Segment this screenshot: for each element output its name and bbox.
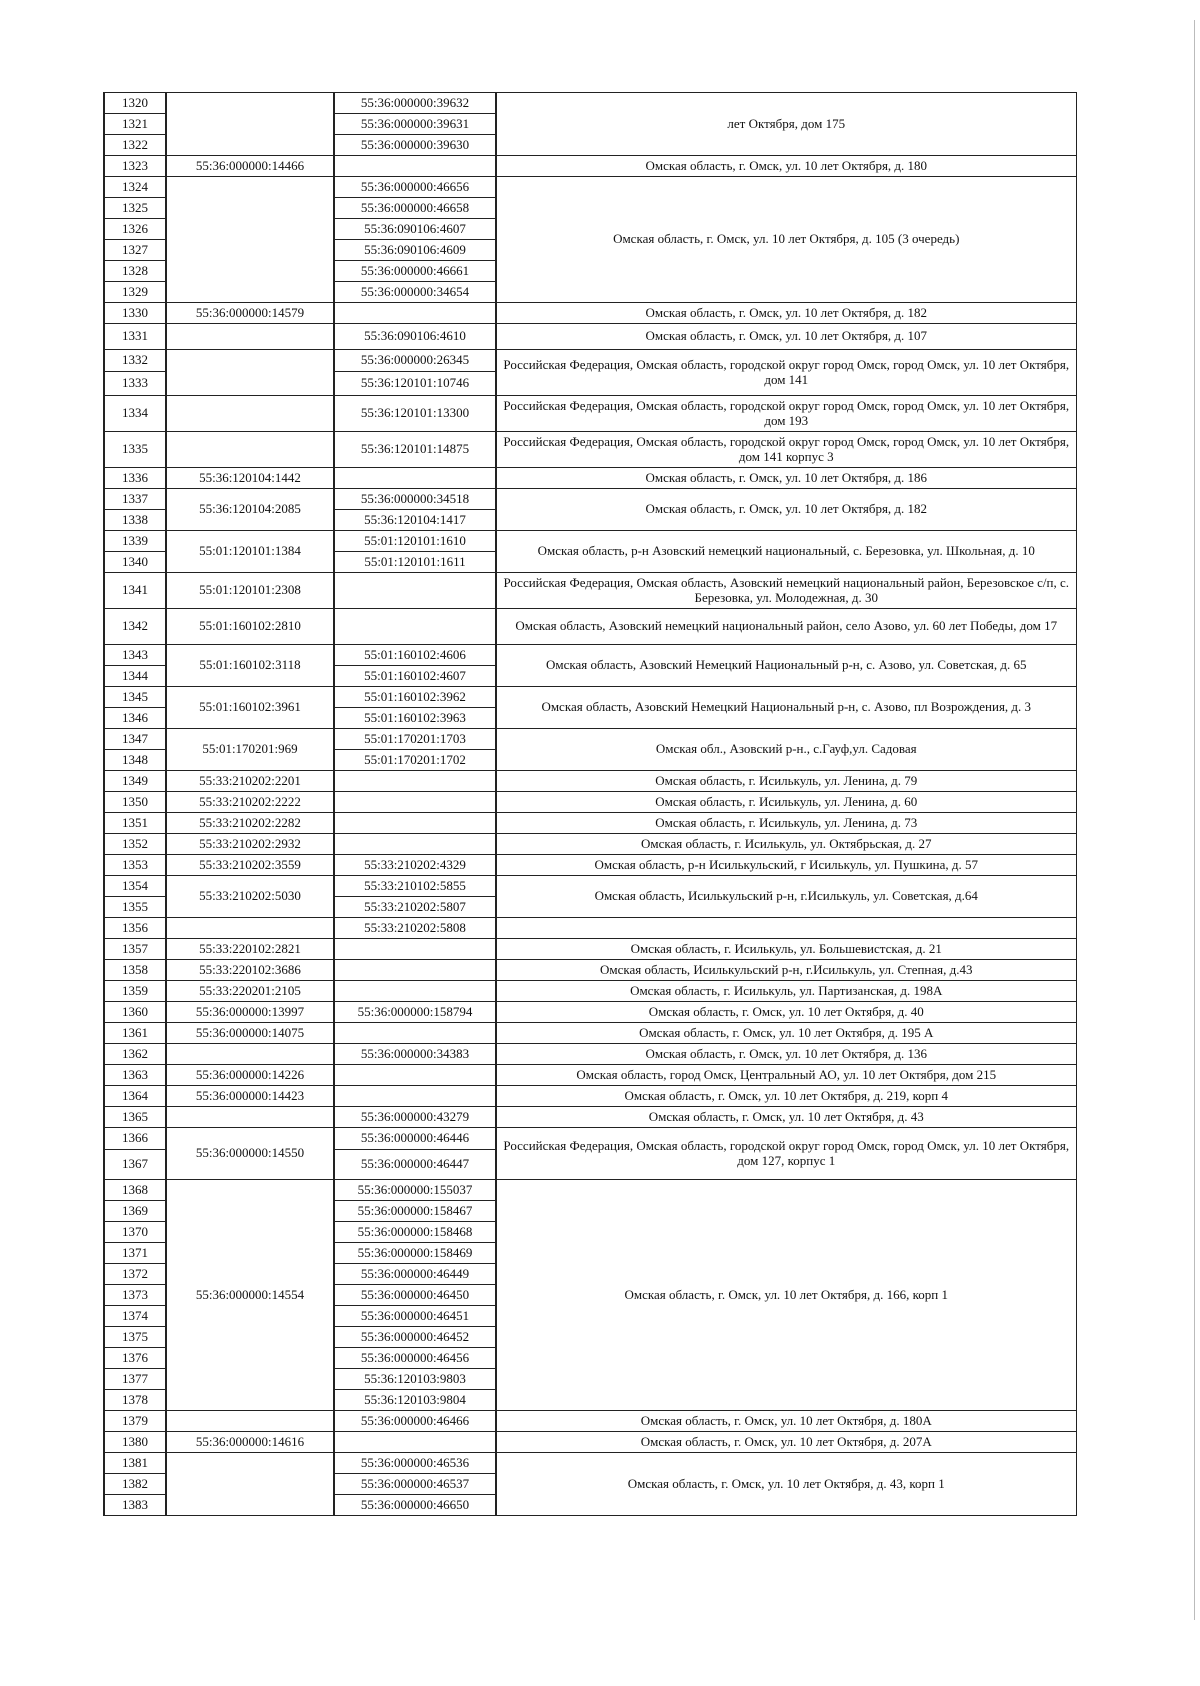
cadastral-number-cell xyxy=(166,324,334,350)
row-number-cell: 1378 xyxy=(104,1390,166,1411)
row-number-cell: 1364 xyxy=(104,1086,166,1107)
row-number-cell: 1325 xyxy=(104,198,166,219)
address-cell: Омская область, Исилькульский р-н, г.Исилькуль, ул. Степная, д.43 xyxy=(496,960,1076,981)
linked-cadastral-number-cell: 55:36:000000:46446 xyxy=(334,1128,496,1150)
table-body xyxy=(104,93,1076,1516)
row-number-cell: 1362 xyxy=(104,1044,166,1065)
row-number-cell: 1333 xyxy=(104,372,166,396)
cadastral-number-cell: 55:33:210202:3559 xyxy=(166,855,334,876)
address-cell: Омская область, г. Омск, ул. 10 лет Октября, д. 105 (3 очередь) xyxy=(496,177,1076,303)
table-row xyxy=(104,771,1076,792)
linked-cadastral-number-cell: 55:01:120101:1611 xyxy=(334,552,496,573)
linked-cadastral-number-cell: 55:36:120101:13300 xyxy=(334,396,496,432)
linked-cadastral-number-cell: 55:01:160102:3963 xyxy=(334,708,496,729)
address-cell: Омская обл., Азовский р-н., с.Гауф,ул. Садовая xyxy=(496,729,1076,771)
table-row xyxy=(104,531,1076,552)
cadastral-number-cell: 55:36:120104:1442 xyxy=(166,468,334,489)
linked-cadastral-number-cell: 55:36:000000:158468 xyxy=(334,1222,496,1243)
row-number-cell: 1372 xyxy=(104,1264,166,1285)
table-row xyxy=(104,981,1076,1002)
cadastral-number-cell: 55:01:120101:2308 xyxy=(166,573,334,609)
table-row xyxy=(104,303,1076,324)
row-number-cell: 1323 xyxy=(104,156,166,177)
row-number-cell: 1343 xyxy=(104,645,166,666)
cadastral-number-cell: 55:36:000000:14550 xyxy=(166,1128,334,1180)
row-number-cell: 1352 xyxy=(104,834,166,855)
row-number-cell: 1328 xyxy=(104,261,166,282)
linked-cadastral-number-cell xyxy=(334,1065,496,1086)
table-row xyxy=(104,1023,1076,1044)
row-number-cell: 1326 xyxy=(104,219,166,240)
address-cell: Омская область, город Омск, Центральный АО, ул. 10 лет Октября, дом 215 xyxy=(496,1065,1076,1086)
row-number-cell: 1335 xyxy=(104,432,166,468)
cadastral-number-cell: 55:36:000000:14466 xyxy=(166,156,334,177)
linked-cadastral-number-cell xyxy=(334,771,496,792)
row-number-cell: 1357 xyxy=(104,939,166,960)
linked-cadastral-number-cell xyxy=(334,468,496,489)
address-cell: Омская область, г. Исилькуль, ул. Партизанская, д. 198А xyxy=(496,981,1076,1002)
row-number-cell: 1369 xyxy=(104,1201,166,1222)
table-row xyxy=(104,1002,1076,1023)
cadastral-number-cell xyxy=(166,1453,334,1516)
address-cell: Омская область, г. Омск, ул. 10 лет Октября, д. 166, корп 1 xyxy=(496,1180,1076,1411)
row-number-cell: 1355 xyxy=(104,897,166,918)
table-row xyxy=(104,468,1076,489)
table-row xyxy=(104,1044,1076,1065)
linked-cadastral-number-cell: 55:01:170201:1702 xyxy=(334,750,496,771)
linked-cadastral-number-cell: 55:36:000000:46537 xyxy=(334,1474,496,1495)
address-cell: Омская область, г. Исилькуль, ул. Октябрьская, д. 27 xyxy=(496,834,1076,855)
table-row xyxy=(104,687,1076,708)
row-number-cell: 1373 xyxy=(104,1285,166,1306)
cadastral-number-cell: 55:33:220102:2821 xyxy=(166,939,334,960)
table-row xyxy=(104,1180,1076,1201)
cadastral-number-cell: 55:33:210202:5030 xyxy=(166,876,334,918)
row-number-cell: 1379 xyxy=(104,1411,166,1432)
table-row xyxy=(104,396,1076,432)
row-number-cell: 1338 xyxy=(104,510,166,531)
row-number-cell: 1350 xyxy=(104,792,166,813)
row-number-cell: 1336 xyxy=(104,468,166,489)
linked-cadastral-number-cell: 55:36:000000:26345 xyxy=(334,350,496,372)
linked-cadastral-number-cell: 55:36:000000:158469 xyxy=(334,1243,496,1264)
table-row xyxy=(104,489,1076,510)
cadastral-number-cell: 55:33:210202:2222 xyxy=(166,792,334,813)
table-row xyxy=(104,1432,1076,1453)
address-cell: Омская область, г. Исилькуль, ул. Ленина, д. 79 xyxy=(496,771,1076,792)
row-number-cell: 1337 xyxy=(104,489,166,510)
row-number-cell: 1365 xyxy=(104,1107,166,1128)
address-cell: Омская область, г. Омск, ул. 10 лет Октября, д. 43, корп 1 xyxy=(496,1453,1076,1516)
row-number-cell: 1375 xyxy=(104,1327,166,1348)
table-row xyxy=(104,876,1076,897)
table-row xyxy=(104,855,1076,876)
linked-cadastral-number-cell: 55:01:160102:3962 xyxy=(334,687,496,708)
linked-cadastral-number-cell xyxy=(334,1432,496,1453)
table-row xyxy=(104,1065,1076,1086)
address-cell: Омская область, г. Омск, ул. 10 лет Октября, д. 180 xyxy=(496,156,1076,177)
table-row xyxy=(104,1086,1076,1107)
row-number-cell: 1341 xyxy=(104,573,166,609)
table-row xyxy=(104,156,1076,177)
linked-cadastral-number-cell: 55:36:000000:46447 xyxy=(334,1150,496,1180)
linked-cadastral-number-cell: 55:36:120103:9803 xyxy=(334,1369,496,1390)
linked-cadastral-number-cell xyxy=(334,960,496,981)
linked-cadastral-number-cell: 55:36:090106:4607 xyxy=(334,219,496,240)
linked-cadastral-number-cell: 55:36:120103:9804 xyxy=(334,1390,496,1411)
row-number-cell: 1340 xyxy=(104,552,166,573)
row-number-cell: 1324 xyxy=(104,177,166,198)
linked-cadastral-number-cell: 55:36:000000:34383 xyxy=(334,1044,496,1065)
row-number-cell: 1353 xyxy=(104,855,166,876)
row-number-cell: 1360 xyxy=(104,1002,166,1023)
linked-cadastral-number-cell xyxy=(334,609,496,645)
table-row xyxy=(104,1128,1076,1150)
address-cell: Омская область, г. Омск, ул. 10 лет Октября, д. 186 xyxy=(496,468,1076,489)
cadastral-number-cell: 55:33:210202:2282 xyxy=(166,813,334,834)
row-number-cell: 1383 xyxy=(104,1495,166,1516)
row-number-cell: 1351 xyxy=(104,813,166,834)
table-row xyxy=(104,573,1076,609)
table-row xyxy=(104,834,1076,855)
table-row xyxy=(104,1107,1076,1128)
address-cell: Омская область, г. Омск, ул. 10 лет Октября, д. 43 xyxy=(496,1107,1076,1128)
linked-cadastral-number-cell: 55:36:000000:46656 xyxy=(334,177,496,198)
cadastral-number-cell: 55:33:210202:2201 xyxy=(166,771,334,792)
address-cell: Омская область, г. Омск, ул. 10 лет Октября, д. 195 А xyxy=(496,1023,1076,1044)
address-cell: Омская область, р-н Исилькульский, г Исилькуль, ул. Пушкина, д. 57 xyxy=(496,855,1076,876)
linked-cadastral-number-cell: 55:36:000000:46661 xyxy=(334,261,496,282)
linked-cadastral-number-cell xyxy=(334,792,496,813)
table-row xyxy=(104,93,1076,114)
linked-cadastral-number-cell: 55:33:210202:5808 xyxy=(334,918,496,939)
row-number-cell: 1381 xyxy=(104,1453,166,1474)
linked-cadastral-number-cell: 55:01:120101:1610 xyxy=(334,531,496,552)
linked-cadastral-number-cell xyxy=(334,834,496,855)
address-cell: Омская область, Азовский Немецкий Национальный р-н, с. Азово, пл Возрождения, д. 3 xyxy=(496,687,1076,729)
row-number-cell: 1329 xyxy=(104,282,166,303)
address-cell: Омская область, Азовский немецкий национальный район, село Азово, ул. 60 лет Победы, дом 17 xyxy=(496,609,1076,645)
address-cell: Омская область, г. Омск, ул. 10 лет Октября, д. 182 xyxy=(496,303,1076,324)
cadastral-number-cell xyxy=(166,1107,334,1128)
cadastral-number-cell: 55:01:120101:1384 xyxy=(166,531,334,573)
row-number-cell: 1331 xyxy=(104,324,166,350)
scan-margin-mark xyxy=(1194,20,1195,1620)
linked-cadastral-number-cell: 55:36:000000:46650 xyxy=(334,1495,496,1516)
cadastral-number-cell: 55:36:000000:14423 xyxy=(166,1086,334,1107)
cadastral-number-cell: 55:33:220201:2105 xyxy=(166,981,334,1002)
table-row xyxy=(104,729,1076,750)
address-cell: Российская Федерация, Омская область, городской округ город Омск, город Омск, ул. 10 лет Октября, дом 127, корпус 1 xyxy=(496,1128,1076,1180)
address-cell: лет Октября, дом 175 xyxy=(496,93,1076,156)
address-cell: Омская область, г. Исилькуль, ул. Ленина, д. 60 xyxy=(496,792,1076,813)
document-table xyxy=(103,92,1077,1516)
row-number-cell: 1322 xyxy=(104,135,166,156)
table-row xyxy=(104,177,1076,198)
linked-cadastral-number-cell: 55:36:120104:1417 xyxy=(334,510,496,531)
cadastral-number-cell: 55:36:000000:14579 xyxy=(166,303,334,324)
linked-cadastral-number-cell xyxy=(334,156,496,177)
row-number-cell: 1380 xyxy=(104,1432,166,1453)
cadastral-number-cell xyxy=(166,1044,334,1065)
linked-cadastral-number-cell: 55:36:000000:43279 xyxy=(334,1107,496,1128)
row-number-cell: 1376 xyxy=(104,1348,166,1369)
linked-cadastral-number-cell: 55:36:000000:39631 xyxy=(334,114,496,135)
linked-cadastral-number-cell: 55:36:090106:4609 xyxy=(334,240,496,261)
row-number-cell: 1349 xyxy=(104,771,166,792)
cadastral-number-cell xyxy=(166,918,334,939)
row-number-cell: 1347 xyxy=(104,729,166,750)
cadastral-number-cell xyxy=(166,350,334,396)
linked-cadastral-number-cell: 55:36:000000:158794 xyxy=(334,1002,496,1023)
row-number-cell: 1359 xyxy=(104,981,166,1002)
address-cell: Российская Федерация, Омская область, городской округ город Омск, город Омск, ул. 10 лет Октября, дом 193 xyxy=(496,396,1076,432)
table-row xyxy=(104,432,1076,468)
row-number-cell: 1339 xyxy=(104,531,166,552)
linked-cadastral-number-cell: 55:36:000000:158467 xyxy=(334,1201,496,1222)
cadastral-number-cell: 55:36:120104:2085 xyxy=(166,489,334,531)
linked-cadastral-number-cell: 55:36:000000:46658 xyxy=(334,198,496,219)
linked-cadastral-number-cell xyxy=(334,573,496,609)
linked-cadastral-number-cell: 55:36:090106:4610 xyxy=(334,324,496,350)
linked-cadastral-number-cell: 55:36:000000:39630 xyxy=(334,135,496,156)
linked-cadastral-number-cell xyxy=(334,1086,496,1107)
row-number-cell: 1345 xyxy=(104,687,166,708)
linked-cadastral-number-cell: 55:36:000000:46449 xyxy=(334,1264,496,1285)
table-row xyxy=(104,324,1076,350)
linked-cadastral-number-cell xyxy=(334,981,496,1002)
linked-cadastral-number-cell: 55:33:210202:4329 xyxy=(334,855,496,876)
linked-cadastral-number-cell: 55:36:000000:46456 xyxy=(334,1348,496,1369)
linked-cadastral-number-cell: 55:36:000000:46451 xyxy=(334,1306,496,1327)
linked-cadastral-number-cell xyxy=(334,1023,496,1044)
linked-cadastral-number-cell: 55:01:170201:1703 xyxy=(334,729,496,750)
row-number-cell: 1346 xyxy=(104,708,166,729)
row-number-cell: 1330 xyxy=(104,303,166,324)
row-number-cell: 1374 xyxy=(104,1306,166,1327)
table-row xyxy=(104,609,1076,645)
table-row xyxy=(104,645,1076,666)
row-number-cell: 1321 xyxy=(104,114,166,135)
cadastral-number-cell: 55:01:160102:3961 xyxy=(166,687,334,729)
linked-cadastral-number-cell: 55:36:000000:155037 xyxy=(334,1180,496,1201)
linked-cadastral-number-cell: 55:36:000000:46450 xyxy=(334,1285,496,1306)
linked-cadastral-number-cell: 55:36:000000:34654 xyxy=(334,282,496,303)
address-cell: Омская область, Исилькульский р-н, г.Исилькуль, ул. Советская, д.64 xyxy=(496,876,1076,918)
linked-cadastral-number-cell xyxy=(334,813,496,834)
row-number-cell: 1327 xyxy=(104,240,166,261)
cadastral-number-cell: 55:01:160102:2810 xyxy=(166,609,334,645)
row-number-cell: 1368 xyxy=(104,1180,166,1201)
row-number-cell: 1356 xyxy=(104,918,166,939)
row-number-cell: 1334 xyxy=(104,396,166,432)
row-number-cell: 1363 xyxy=(104,1065,166,1086)
row-number-cell: 1344 xyxy=(104,666,166,687)
cadastral-number-cell xyxy=(166,177,334,303)
cadastral-number-cell: 55:36:000000:14616 xyxy=(166,1432,334,1453)
cadastral-number-cell xyxy=(166,93,334,156)
linked-cadastral-number-cell: 55:36:000000:39632 xyxy=(334,93,496,114)
cadastral-number-cell xyxy=(166,1411,334,1432)
linked-cadastral-number-cell xyxy=(334,939,496,960)
table-row xyxy=(104,813,1076,834)
cadastral-number-cell: 55:36:000000:13997 xyxy=(166,1002,334,1023)
address-cell: Российская Федерация, Омская область, городской округ город Омск, город Омск, ул. 10 лет Октября, дом 141 xyxy=(496,350,1076,396)
linked-cadastral-number-cell: 55:36:120101:14875 xyxy=(334,432,496,468)
linked-cadastral-number-cell: 55:33:210202:5807 xyxy=(334,897,496,918)
linked-cadastral-number-cell: 55:36:000000:34518 xyxy=(334,489,496,510)
address-cell: Омская область, Азовский Немецкий Национальный р-н, с. Азово, ул. Советская, д. 65 xyxy=(496,645,1076,687)
linked-cadastral-number-cell: 55:36:000000:46452 xyxy=(334,1327,496,1348)
cadastral-number-cell: 55:36:000000:14554 xyxy=(166,1180,334,1411)
linked-cadastral-number-cell: 55:36:000000:46536 xyxy=(334,1453,496,1474)
row-number-cell: 1366 xyxy=(104,1128,166,1150)
table-row xyxy=(104,960,1076,981)
address-cell: Омская область, г. Омск, ул. 10 лет Октября, д. 207А xyxy=(496,1432,1076,1453)
cadastral-number-cell: 55:36:000000:14075 xyxy=(166,1023,334,1044)
linked-cadastral-number-cell: 55:33:210102:5855 xyxy=(334,876,496,897)
row-number-cell: 1377 xyxy=(104,1369,166,1390)
cadastral-number-cell xyxy=(166,396,334,432)
address-cell: Омская область, г. Омск, ул. 10 лет Октября, д. 40 xyxy=(496,1002,1076,1023)
table-row xyxy=(104,939,1076,960)
row-number-cell: 1332 xyxy=(104,350,166,372)
cadastral-number-cell: 55:01:170201:969 xyxy=(166,729,334,771)
linked-cadastral-number-cell: 55:01:160102:4607 xyxy=(334,666,496,687)
table-row xyxy=(104,792,1076,813)
table-row xyxy=(104,918,1076,939)
address-cell: Омская область, г. Исилькуль, ул. Большевистская, д. 21 xyxy=(496,939,1076,960)
address-cell: Омская область, г. Исилькуль, ул. Ленина, д. 73 xyxy=(496,813,1076,834)
row-number-cell: 1354 xyxy=(104,876,166,897)
row-number-cell: 1382 xyxy=(104,1474,166,1495)
linked-cadastral-number-cell: 55:36:120101:10746 xyxy=(334,372,496,396)
address-cell xyxy=(496,918,1076,939)
row-number-cell: 1348 xyxy=(104,750,166,771)
row-number-cell: 1370 xyxy=(104,1222,166,1243)
table-row xyxy=(104,1411,1076,1432)
row-number-cell: 1342 xyxy=(104,609,166,645)
row-number-cell: 1320 xyxy=(104,93,166,114)
address-cell: Омская область, г. Омск, ул. 10 лет Октября, д. 180А xyxy=(496,1411,1076,1432)
cadastral-number-cell xyxy=(166,432,334,468)
linked-cadastral-number-cell: 55:01:160102:4606 xyxy=(334,645,496,666)
address-cell: Омская область, р-н Азовский немецкий национальный, с. Березовка, ул. Школьная, д. 10 xyxy=(496,531,1076,573)
address-cell: Российская Федерация, Омская область, городской округ город Омск, город Омск, ул. 10 лет Октября, дом 141 корпус 3 xyxy=(496,432,1076,468)
address-cell: Омская область, г. Омск, ул. 10 лет Октября, д. 219, корп 4 xyxy=(496,1086,1076,1107)
row-number-cell: 1371 xyxy=(104,1243,166,1264)
cadastral-number-cell: 55:36:000000:14226 xyxy=(166,1065,334,1086)
cadastral-number-cell: 55:33:220102:3686 xyxy=(166,960,334,981)
address-cell: Омская область, г. Омск, ул. 10 лет Октября, д. 182 xyxy=(496,489,1076,531)
address-cell: Омская область, г. Омск, ул. 10 лет Октября, д. 107 xyxy=(496,324,1076,350)
row-number-cell: 1358 xyxy=(104,960,166,981)
address-cell: Российская Федерация, Омская область, Азовский немецкий национальный район, Березовское с/п, с. Березовка, ул. Молодежная, д. 30 xyxy=(496,573,1076,609)
address-cell: Омская область, г. Омск, ул. 10 лет Октября, д. 136 xyxy=(496,1044,1076,1065)
cadastral-number-cell: 55:33:210202:2932 xyxy=(166,834,334,855)
row-number-cell: 1361 xyxy=(104,1023,166,1044)
cadastral-number-cell: 55:01:160102:3118 xyxy=(166,645,334,687)
linked-cadastral-number-cell xyxy=(334,303,496,324)
table-row xyxy=(104,1453,1076,1474)
table-row xyxy=(104,350,1076,372)
linked-cadastral-number-cell: 55:36:000000:46466 xyxy=(334,1411,496,1432)
row-number-cell: 1367 xyxy=(104,1150,166,1180)
